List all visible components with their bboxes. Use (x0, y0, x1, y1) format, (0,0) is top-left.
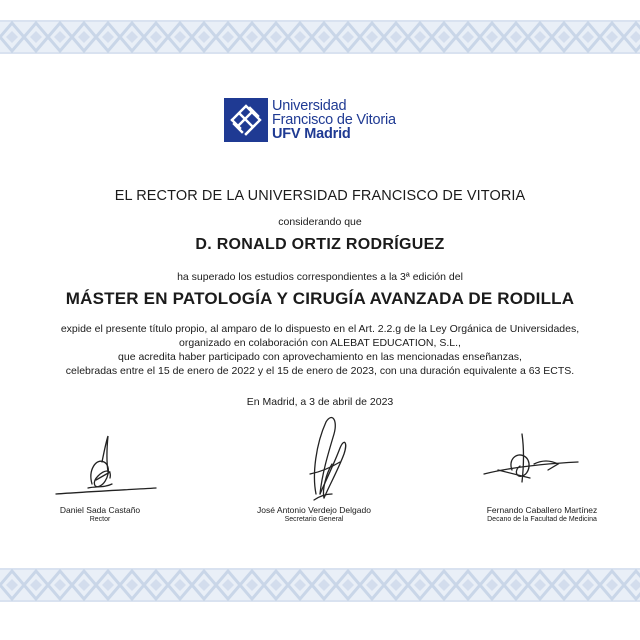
logo-line-francisco: Francisco de Vitoria (272, 112, 396, 128)
recipient-name: D. RONALD ORTIZ RODRÍGUEZ (195, 236, 445, 253)
signatory-role: Decano de la Facultad de Medicina (487, 516, 597, 523)
signatory-name: Daniel Sada Castaño (59, 505, 141, 515)
signatory-name: Fernando Caballero Martínez (486, 505, 598, 515)
logo-line-universidad: Universidad (272, 98, 347, 114)
body-line: expide el presente título propio, al amparo de lo dispuesto en el Art. 2.2.g de la Ley Orgánica de Universidades, (60, 323, 580, 335)
signatory-dean (452, 505, 632, 524)
border-pattern (0, 20, 640, 54)
signature-secretary (296, 414, 356, 504)
body-line: organizado en colaboración con ALEBAT EDUCATION, S.L., (179, 337, 461, 349)
considerando-text: considerando que (278, 216, 362, 228)
signature-rector (52, 432, 162, 502)
border-pattern (0, 568, 640, 602)
signatory-rector (10, 505, 190, 524)
signatory-role: Secretario General (284, 516, 344, 523)
ufv-emblem-icon (224, 98, 268, 142)
place-date: En Madrid, a 3 de abril de 2023 (246, 396, 394, 408)
program-title: MÁSTER EN PATOLOGÍA Y CIRUGÍA AVANZADA DE RODILLA (65, 289, 575, 308)
logo-wordmark (272, 99, 396, 141)
decorative-border-bottom (0, 568, 640, 602)
signatory-role: Rector (89, 516, 111, 523)
decorative-border-top (0, 20, 640, 54)
signature-dean (478, 430, 588, 490)
body-line: que acredita haber participado con aprovechamiento en las mencionadas enseñanzas, (118, 351, 522, 363)
body-line: celebradas entre el 15 de enero de 2022 y el 15 de enero de 2023, con una duración equivalente a 63 ECTS. (65, 365, 575, 377)
university-logo (224, 98, 396, 142)
signatory-secretary (224, 505, 404, 524)
rector-heading: EL RECTOR DE LA UNIVERSIDAD FRANCISCO DE VITORIA (114, 188, 526, 204)
logo-line-ufv-madrid: UFV Madrid (272, 126, 351, 142)
superado-text: ha superado los estudios correspondientes a la 3ª edición del (177, 271, 463, 283)
signatory-name: José Antonio Verdejo Delgado (257, 505, 371, 515)
